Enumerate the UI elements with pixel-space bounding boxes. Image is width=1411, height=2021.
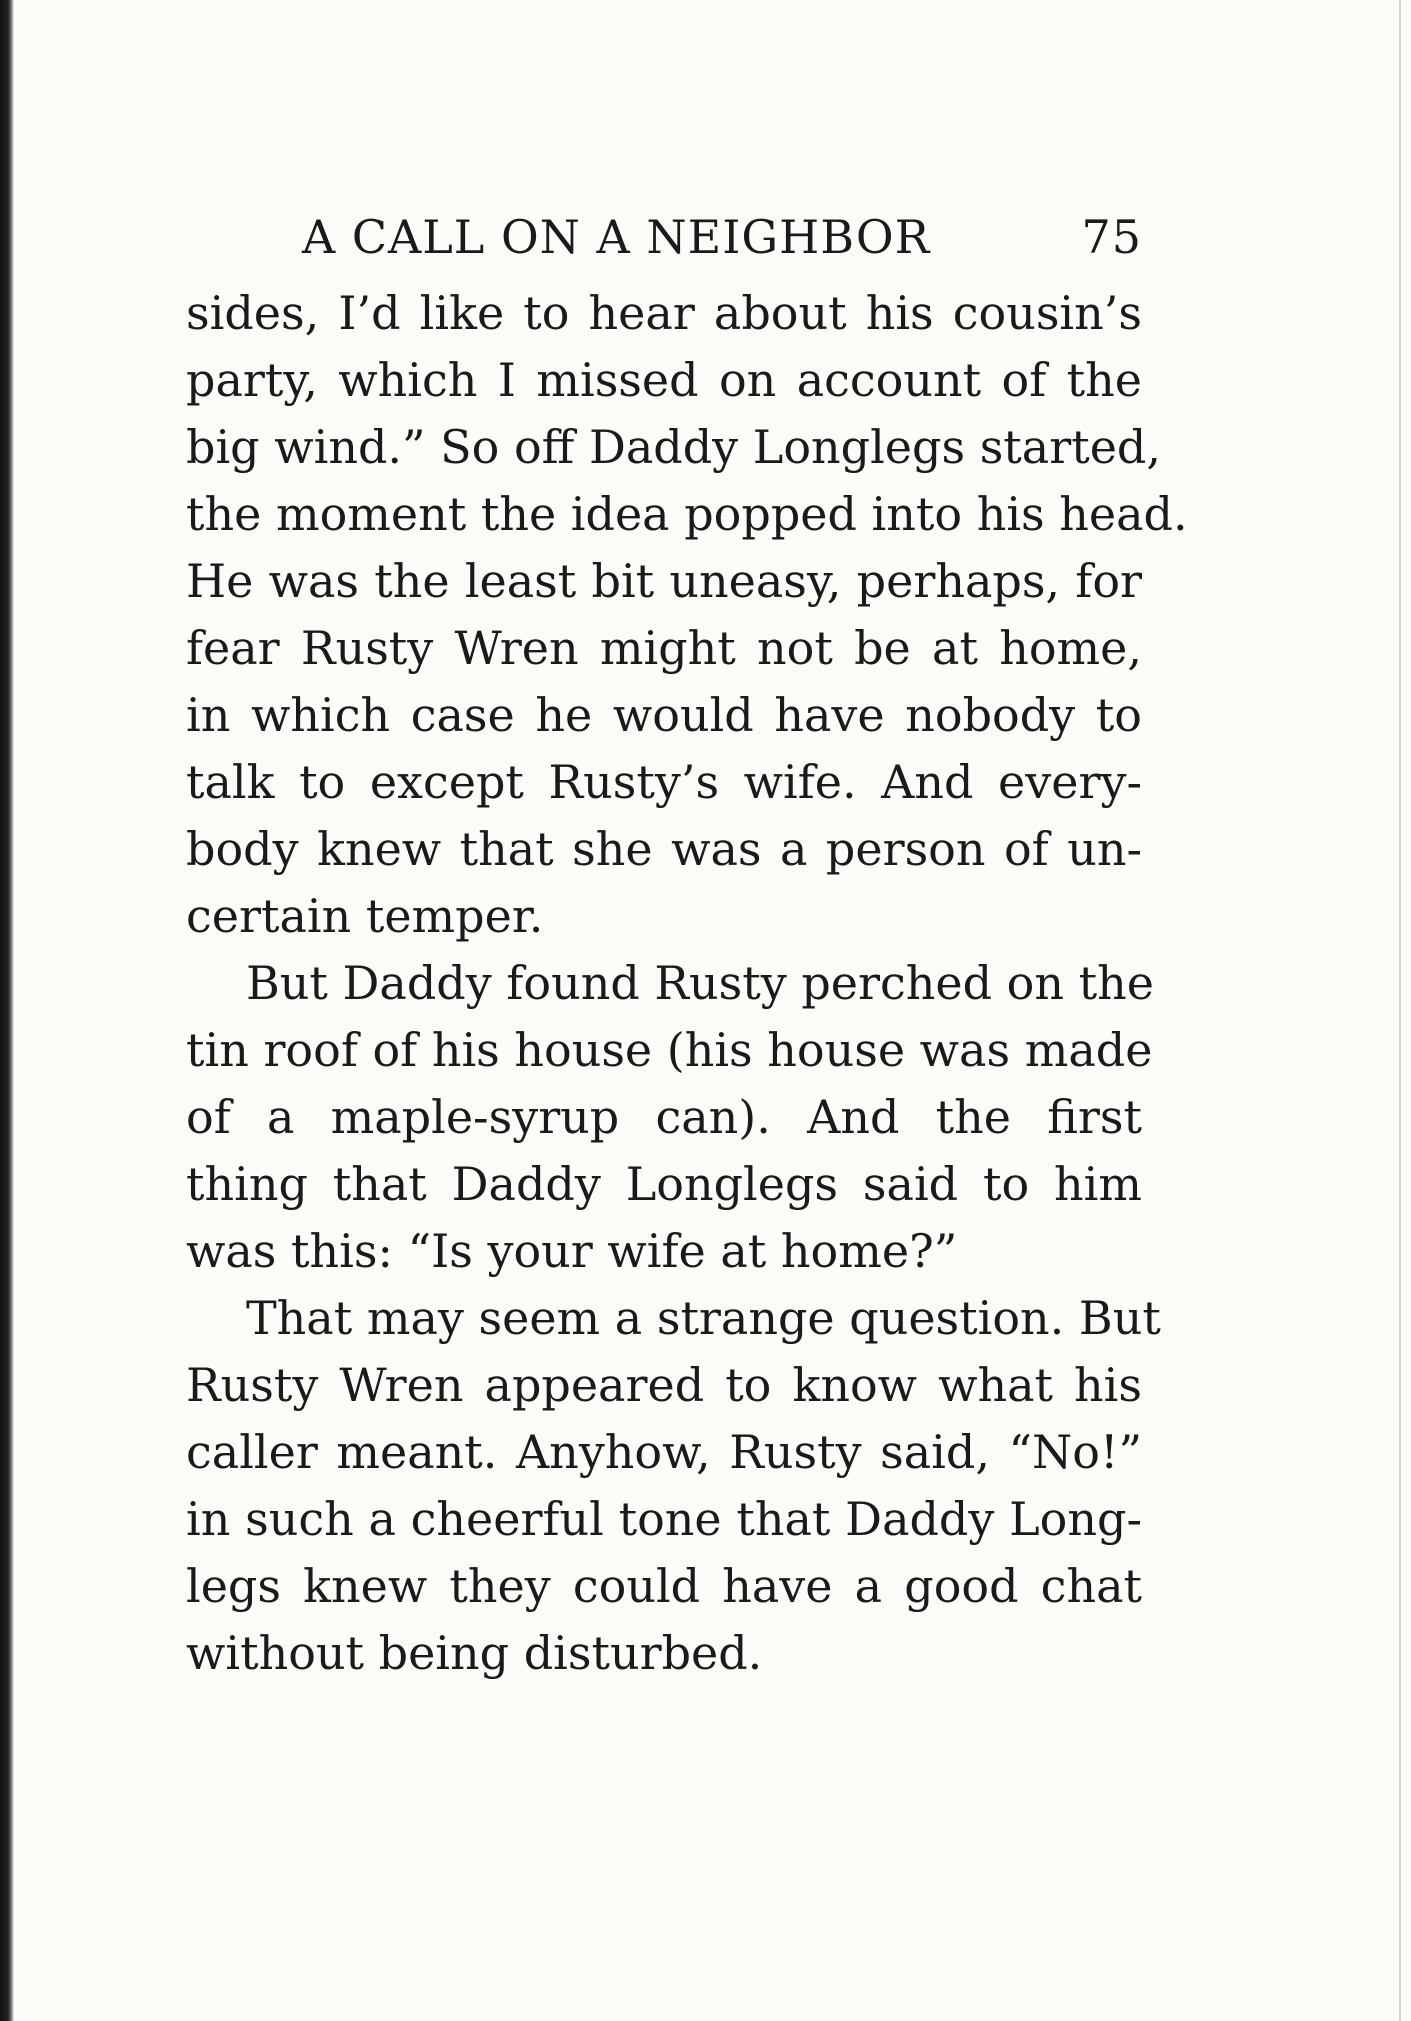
page-number: 75 <box>1081 210 1142 264</box>
text-line: was this: “Is your wife at home?” <box>186 1224 958 1278</box>
body-text <box>186 280 1188 1687</box>
paragraph <box>186 950 1154 1285</box>
text-line: He was the least bit uneasy, perhaps, for <box>186 554 1142 608</box>
text-line: big wind.” So off Daddy Longlegs started, <box>186 420 1161 474</box>
page-right-edge <box>1399 0 1401 2021</box>
text-line: without being disturbed. <box>186 1626 763 1680</box>
text-line: in which case he would have nobody to <box>186 688 1142 742</box>
paragraph <box>186 1285 1161 1687</box>
text-line: caller meant. Anyhow, Rusty said, “No!” <box>186 1425 1142 1479</box>
text-line: body knew that she was a person of un- <box>186 822 1142 876</box>
chapter-title: A CALL ON A NEIGHBOR <box>302 210 931 264</box>
text-line: talk to except Rusty’s wife. And every- <box>186 755 1142 809</box>
text-line: legs knew they could have a good chat <box>186 1559 1142 1613</box>
text-line: of a maple-syrup can). And the first <box>186 1090 1142 1144</box>
text-line: Rusty Wren appeared to know what his <box>186 1358 1142 1412</box>
text-line: tin roof of his house (his house was made <box>186 1023 1153 1077</box>
text-line: in such a cheerful tone that Daddy Long- <box>186 1492 1142 1546</box>
text-line: fear Rusty Wren might not be at home, <box>186 621 1142 675</box>
paragraph <box>186 280 1188 950</box>
text-line: That may seem a strange question. But <box>246 1291 1161 1345</box>
text-line: party, which I missed on account of the <box>186 353 1142 407</box>
text-line: thing that Daddy Longlegs said to him <box>186 1157 1142 1211</box>
text-line: the moment the idea popped into his head. <box>186 487 1188 541</box>
page-binding-edge <box>0 0 14 2021</box>
text-line: certain temper. <box>186 889 544 943</box>
text-line: But Daddy found Rusty perched on the <box>246 956 1154 1010</box>
text-line: sides, I’d like to hear about his cousin’s <box>186 286 1142 340</box>
running-head <box>302 210 1142 280</box>
